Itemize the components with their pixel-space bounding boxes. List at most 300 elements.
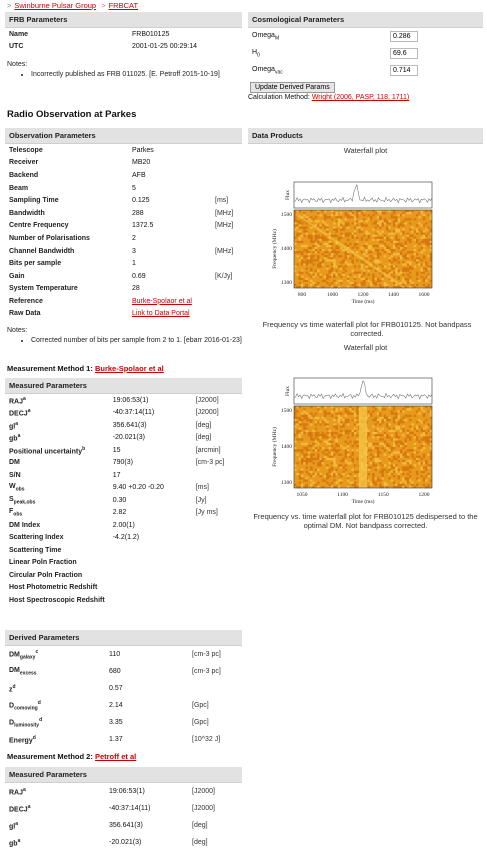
waterfall-pixel xyxy=(398,441,401,443)
param-key-subscript: obs xyxy=(15,486,25,493)
waterfall-pixel xyxy=(398,257,401,259)
notes-top xyxy=(7,61,245,78)
table-row xyxy=(5,444,242,457)
waterfall-pixel xyxy=(421,434,424,436)
waterfall-pixel xyxy=(329,469,332,471)
waterfall-pixel xyxy=(379,419,382,421)
frb-parameters-table xyxy=(5,28,242,53)
waterfall-pixel xyxy=(294,210,297,212)
waterfall-pixel xyxy=(322,406,325,408)
waterfall-pixel xyxy=(421,276,424,278)
waterfall-pixel xyxy=(404,462,407,464)
waterfall-pixel xyxy=(306,267,309,269)
waterfall-pixel xyxy=(404,222,407,224)
waterfall-pixel xyxy=(308,432,311,434)
waterfall-pixel xyxy=(338,453,341,455)
waterfall-pixel xyxy=(312,475,315,477)
waterfall-pixel xyxy=(329,249,332,251)
waterfall-pixel xyxy=(365,247,368,249)
waterfall-pixel xyxy=(421,231,424,233)
param-key-text: gl xyxy=(9,422,16,430)
waterfall-pixel xyxy=(395,466,398,468)
waterfall-pixel xyxy=(322,451,325,453)
waterfall-pixel xyxy=(384,220,387,222)
waterfall-pixel xyxy=(393,438,396,440)
waterfall-pixel xyxy=(377,210,380,212)
waterfall-pixel xyxy=(345,235,348,237)
waterfall-pixel xyxy=(416,477,419,479)
waterfall-pixel xyxy=(377,458,380,460)
waterfall-pixel xyxy=(354,412,357,414)
waterfall-pixel xyxy=(421,408,424,410)
waterfall-pixel xyxy=(363,224,366,226)
waterfall-pixel xyxy=(306,255,309,257)
waterfall-pixel xyxy=(310,423,313,425)
waterfall-pixel xyxy=(315,259,318,261)
waterfall-pixel xyxy=(356,259,359,261)
waterfall-pixel xyxy=(299,434,302,436)
waterfall-pixel xyxy=(317,241,320,243)
waterfall-pixel xyxy=(310,241,313,243)
waterfall-pixel xyxy=(333,471,336,473)
waterfall-plot-title-2: Waterfall plot xyxy=(343,343,388,352)
waterfall-pixel xyxy=(398,214,401,216)
waterfall-pixel xyxy=(317,464,320,466)
waterfall-pixel xyxy=(421,445,424,447)
waterfall-pixel xyxy=(319,447,322,449)
waterfall-pixel xyxy=(326,477,329,479)
waterfall-pixel xyxy=(377,436,380,438)
waterfall-pixel xyxy=(375,477,378,479)
waterfall-pixel xyxy=(423,272,426,274)
waterfall-pixel xyxy=(427,484,430,486)
param-key xyxy=(5,731,105,748)
waterfall-pixel xyxy=(310,469,313,471)
table-row xyxy=(5,207,242,220)
waterfall-pixel xyxy=(375,408,378,410)
param-key: Omega$_M$ xyxy=(252,31,280,42)
waterfall-pixel xyxy=(421,471,424,473)
waterfall-pixel xyxy=(368,218,371,220)
waterfall-pixel xyxy=(306,460,309,462)
waterfall-pixel xyxy=(404,267,407,269)
waterfall-pixel xyxy=(317,482,320,484)
waterfall-pixel xyxy=(368,443,371,445)
waterfall-pixel xyxy=(324,479,327,481)
waterfall-pixel xyxy=(306,278,309,280)
waterfall-pixel xyxy=(377,466,380,468)
waterfall-pixel xyxy=(319,259,322,261)
breadcrumb xyxy=(4,1,138,10)
waterfall-pixel xyxy=(306,216,309,218)
waterfall-pixel xyxy=(296,220,299,222)
waterfall-pixel xyxy=(393,408,396,410)
waterfall-pixel xyxy=(368,473,371,475)
waterfall-pixel xyxy=(294,447,297,449)
waterfall-pixel xyxy=(423,432,426,434)
measurement-method-2-link[interactable]: Petroff et al xyxy=(94,752,137,761)
waterfall-pixel xyxy=(361,282,364,284)
waterfall-pixel xyxy=(407,263,410,265)
waterfall-pixel xyxy=(411,466,414,468)
waterfall-pixel xyxy=(310,247,313,249)
waterfall-pixel xyxy=(393,272,396,274)
param-key-text: Bits per sample xyxy=(9,260,62,268)
table-row xyxy=(5,557,242,570)
waterfall-pixel xyxy=(395,412,398,414)
waterfall-pixel xyxy=(358,212,361,214)
waterfall-pixel xyxy=(407,251,410,253)
waterfall-pixel xyxy=(303,460,306,462)
waterfall-pixel xyxy=(400,272,403,274)
waterfall-pixel xyxy=(400,445,403,447)
waterfall-pixel xyxy=(322,432,325,434)
waterfall-pixel xyxy=(335,441,338,443)
waterfall-pixel xyxy=(372,282,375,284)
waterfall-pixel xyxy=(379,226,382,228)
waterfall-pixel xyxy=(372,443,375,445)
waterfall-pixel xyxy=(322,210,325,212)
param-key-superscript: a xyxy=(15,420,19,427)
waterfall-pixel xyxy=(299,417,302,419)
param-value: 9.40 +0.20 -0.20 xyxy=(112,484,164,492)
waterfall-pixel xyxy=(372,210,375,212)
waterfall-pixel xyxy=(301,226,304,228)
waterfall-pixel xyxy=(421,449,424,451)
waterfall-pixel xyxy=(335,451,338,453)
param-key-subscript: galaxy xyxy=(19,654,36,661)
waterfall-pixel xyxy=(354,235,357,237)
waterfall-pixel xyxy=(372,482,375,484)
waterfall-pixel xyxy=(306,430,309,432)
waterfall-pixel xyxy=(416,228,419,230)
waterfall-pixel xyxy=(423,263,426,265)
waterfall-pixel xyxy=(354,464,357,466)
waterfall-pixel xyxy=(386,447,389,449)
waterfall-pixel xyxy=(356,210,359,212)
waterfall-pixel xyxy=(303,479,306,481)
cosmo-parameters-panel xyxy=(248,12,483,101)
waterfall-pixel xyxy=(310,272,313,274)
waterfall-pixel xyxy=(393,443,396,445)
waterfall-pixel xyxy=(423,218,426,220)
waterfall-pixel xyxy=(425,235,428,237)
table-row xyxy=(5,569,242,582)
waterfall-pixel xyxy=(331,449,334,451)
waterfall-pixel xyxy=(352,255,355,257)
param-key xyxy=(5,444,109,457)
waterfall-pixel xyxy=(423,249,426,251)
waterfall-pixel xyxy=(384,282,387,284)
waterfall-pixel xyxy=(416,428,419,430)
param-value: FRB010125 xyxy=(132,30,170,38)
update-derived-params-button[interactable]: Update Derived Params xyxy=(250,82,335,93)
param-key xyxy=(5,232,128,245)
waterfall-pixel xyxy=(377,447,380,449)
frb-parameters-panel xyxy=(5,12,242,53)
waterfall-pixel xyxy=(342,447,345,449)
waterfall-pixel xyxy=(358,210,361,212)
waterfall-pixel xyxy=(312,263,315,265)
waterfall-pixel xyxy=(395,451,398,453)
waterfall-pixel xyxy=(372,447,375,449)
waterfall-pixel xyxy=(308,456,311,458)
waterfall-pixel xyxy=(368,466,371,468)
waterfall-pixel xyxy=(299,239,302,241)
waterfall-pixel xyxy=(398,274,401,276)
waterfall-pixel xyxy=(409,460,412,462)
waterfall-pixel xyxy=(398,270,401,272)
waterfall-pixel xyxy=(395,220,398,222)
param-unit: [deg] xyxy=(192,822,208,829)
radio-observation-heading: Radio Observation at Parkes xyxy=(7,109,137,120)
waterfall-pixel xyxy=(315,274,318,276)
waterfall-pixel xyxy=(400,441,403,443)
waterfall-pixel xyxy=(306,447,309,449)
param-key xyxy=(5,582,109,595)
waterfall-pixel xyxy=(409,267,412,269)
waterfall-pixel xyxy=(352,247,355,249)
waterfall-pixel xyxy=(368,449,371,451)
waterfall-pixel xyxy=(423,216,426,218)
waterfall-pixel xyxy=(333,249,336,251)
waterfall-pixel xyxy=(308,449,311,451)
waterfall-pixel xyxy=(310,466,313,468)
waterfall-pixel xyxy=(319,462,322,464)
waterfall-pixel xyxy=(347,214,350,216)
waterfall-pixel xyxy=(372,464,375,466)
waterfall-pixel xyxy=(347,255,350,257)
breadcrumb-link-frbcat[interactable]: FRBCAT xyxy=(108,1,139,10)
waterfall-pixel xyxy=(370,453,373,455)
waterfall-pixel xyxy=(414,249,417,251)
waterfall-pixel xyxy=(335,270,338,272)
table-row xyxy=(5,731,242,748)
waterfall-pixel xyxy=(312,462,315,464)
waterfall-pixel xyxy=(340,453,343,455)
waterfall-pixel xyxy=(404,241,407,243)
param-unit xyxy=(211,182,242,195)
waterfall-pixel xyxy=(303,453,306,455)
waterfall-pixel xyxy=(379,212,382,214)
waterfall-pixel xyxy=(395,239,398,241)
x-axis-label: Time (ms) xyxy=(351,299,375,305)
waterfall-pixel xyxy=(370,218,373,220)
waterfall-pixel xyxy=(331,473,334,475)
waterfall-pixel xyxy=(368,251,371,253)
param-key: Raw Data xyxy=(9,310,41,318)
waterfall-pixel xyxy=(425,419,428,421)
waterfall-pixel xyxy=(386,245,389,247)
y-tick-label: 1500 xyxy=(281,408,292,414)
waterfall-pixel xyxy=(296,255,299,257)
param-key xyxy=(5,482,109,495)
waterfall-pixel xyxy=(411,428,414,430)
waterfall-pixel xyxy=(375,419,378,421)
waterfall-pixel xyxy=(317,421,320,423)
waterfall-pixel xyxy=(354,443,357,445)
waterfall-pixel xyxy=(345,415,348,417)
waterfall-pixel xyxy=(395,436,398,438)
param-key xyxy=(5,432,109,445)
waterfall-pixel xyxy=(308,274,311,276)
waterfall-pixel xyxy=(326,265,329,267)
waterfall-pixel xyxy=(418,412,421,414)
waterfall-pixel xyxy=(402,274,405,276)
param-unit xyxy=(192,582,242,595)
waterfall-pixel xyxy=(331,482,334,484)
waterfall-pixel xyxy=(425,462,428,464)
waterfall-pixel xyxy=(301,251,304,253)
waterfall-pixel xyxy=(395,222,398,224)
waterfall-pixel xyxy=(338,417,341,419)
waterfall-pixel xyxy=(398,428,401,430)
waterfall-pixel xyxy=(352,261,355,263)
param-key xyxy=(5,245,128,258)
waterfall-pixel xyxy=(326,466,329,468)
waterfall-pixel xyxy=(402,410,405,412)
calculation-method-link[interactable]: Wright (2006, PASP, 118, 1711) xyxy=(311,94,410,101)
waterfall-pixel xyxy=(398,423,401,425)
param-key xyxy=(5,419,109,432)
waterfall-pixel xyxy=(379,261,382,263)
waterfall-pixel xyxy=(294,224,297,226)
h0-input[interactable] xyxy=(390,48,418,59)
waterfall-pixel xyxy=(315,284,318,286)
waterfall-pixel xyxy=(354,475,357,477)
waterfall-plot-title-1: Waterfall plot xyxy=(343,146,388,155)
waterfall-pixel xyxy=(425,466,428,468)
waterfall-pixel xyxy=(365,231,368,233)
waterfall-pixel xyxy=(349,212,352,214)
waterfall-pixel xyxy=(303,415,306,417)
waterfall-pixel xyxy=(312,241,315,243)
waterfall-pixel xyxy=(333,272,336,274)
param-key-text: Bandwidth xyxy=(9,209,45,217)
waterfall-pixel xyxy=(379,423,382,425)
waterfall-pixel xyxy=(338,464,341,466)
waterfall-pixel xyxy=(331,282,334,284)
waterfall-pixel xyxy=(418,419,421,421)
waterfall-pixel xyxy=(365,278,368,280)
param-value: 680 xyxy=(109,668,121,675)
waterfall-pixel xyxy=(331,456,334,458)
waterfall-pixel xyxy=(393,222,396,224)
waterfall-pixel xyxy=(377,280,380,282)
waterfall-pixel xyxy=(349,456,352,458)
waterfall-pixel xyxy=(395,419,398,421)
waterfall-pixel xyxy=(391,233,394,235)
waterfall-pixel xyxy=(388,222,391,224)
waterfall-pixel xyxy=(361,224,364,226)
waterfall-pixel xyxy=(370,449,373,451)
waterfall-pixel xyxy=(361,284,364,286)
waterfall-pixel xyxy=(310,280,313,282)
waterfall-pixel xyxy=(294,415,297,417)
param-key-superscript: d xyxy=(37,699,41,706)
waterfall-pixel xyxy=(375,417,378,419)
waterfall-pixel xyxy=(368,445,371,447)
waterfall-pixel xyxy=(306,423,309,425)
waterfall-pixel xyxy=(329,233,332,235)
waterfall-pixel xyxy=(372,214,375,216)
waterfall-pixel xyxy=(416,458,419,460)
waterfall-pixel xyxy=(395,241,398,243)
waterfall-pixel xyxy=(331,441,334,443)
waterfall-pixel xyxy=(365,224,368,226)
omega-m-input[interactable] xyxy=(390,31,418,42)
breadcrumb-link-swinburne[interactable]: Swinburne Pulsar Group xyxy=(14,1,97,10)
waterfall-pixel xyxy=(388,451,391,453)
waterfall-pixel xyxy=(356,237,359,239)
waterfall-pixel xyxy=(356,216,359,218)
waterfall-pixel xyxy=(342,473,345,475)
omega-vac-input[interactable] xyxy=(390,65,418,76)
waterfall-pixel xyxy=(402,453,405,455)
waterfall-pixel xyxy=(416,278,419,280)
waterfall-pixel xyxy=(296,438,299,440)
measurement-method-1-link[interactable]: Burke-Spolaor et al xyxy=(94,364,164,373)
raw-data-link[interactable]: Link to Data Portal xyxy=(132,310,190,318)
waterfall-pixel xyxy=(404,255,407,257)
x-tick-label: 1200 xyxy=(418,492,430,498)
waterfall-pixel xyxy=(395,259,398,261)
waterfall-pixel xyxy=(370,462,373,464)
waterfall-pixel xyxy=(395,469,398,471)
waterfall-pixel xyxy=(368,267,371,269)
waterfall-pixel xyxy=(388,210,391,212)
waterfall-pixel xyxy=(347,410,350,412)
table-row xyxy=(5,220,242,233)
waterfall-pixel xyxy=(400,471,403,473)
waterfall-pixel xyxy=(402,267,405,269)
waterfall-pixel xyxy=(402,443,405,445)
reference-link[interactable]: Burke-Spolaor et al xyxy=(132,297,192,305)
waterfall-pixel xyxy=(402,280,405,282)
waterfall-pixel xyxy=(299,226,302,228)
param-key-text: S/N xyxy=(9,471,21,479)
waterfall-pixel xyxy=(317,462,320,464)
waterfall-pixel xyxy=(379,479,382,481)
waterfall-pixel xyxy=(319,274,322,276)
waterfall-pixel xyxy=(312,259,315,261)
waterfall-pixel xyxy=(352,233,355,235)
waterfall-pixel xyxy=(340,482,343,484)
waterfall-pixel xyxy=(427,214,430,216)
param-value-cell xyxy=(128,295,242,308)
waterfall-pixel xyxy=(324,276,327,278)
waterfall-pixel xyxy=(358,274,361,276)
param-value: 1.37 xyxy=(109,736,123,743)
waterfall-pixel xyxy=(335,410,338,412)
waterfall-pixel xyxy=(299,251,302,253)
waterfall-pixel xyxy=(349,282,352,284)
waterfall-pixel xyxy=(319,441,322,443)
waterfall-pixel xyxy=(381,464,384,466)
param-key: $H_0$ xyxy=(252,48,260,59)
mm2-measured-table xyxy=(5,783,242,851)
waterfall-pixel xyxy=(404,469,407,471)
waterfall-pixel xyxy=(310,484,313,486)
param-key xyxy=(5,407,109,420)
notes-label: Notes: xyxy=(7,61,28,68)
waterfall-pixel xyxy=(423,438,426,440)
waterfall-pixel xyxy=(411,423,414,425)
waterfall-pixel xyxy=(391,412,394,414)
waterfall-pixel xyxy=(423,257,426,259)
waterfall-pixel xyxy=(402,479,405,481)
waterfall-pixel xyxy=(393,247,396,249)
